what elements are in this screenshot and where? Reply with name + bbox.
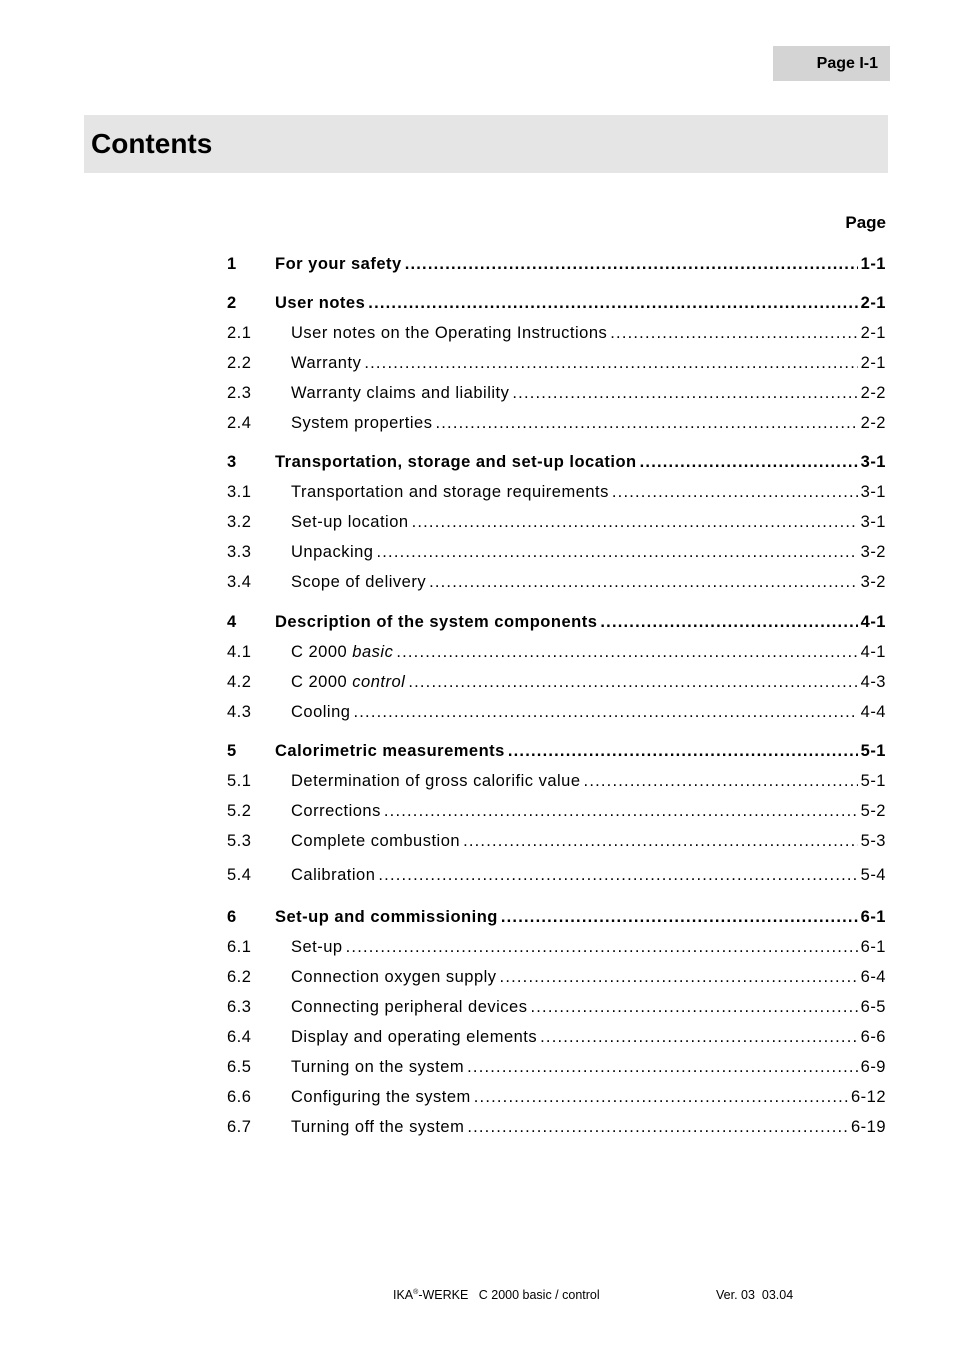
toc-number: 2 bbox=[227, 294, 237, 312]
toc-dot-leader bbox=[530, 996, 857, 1018]
toc-title-italic: basic bbox=[352, 643, 394, 661]
toc-dot-leader bbox=[467, 1116, 848, 1138]
toc-title-text: Connection oxygen supply bbox=[291, 968, 497, 986]
toc-chapter-row bbox=[227, 451, 886, 473]
toc-title-italic: control bbox=[352, 673, 406, 691]
toc-number: 1 bbox=[227, 255, 237, 273]
toc-number: 6.4 bbox=[227, 1028, 252, 1046]
toc-title bbox=[291, 800, 381, 822]
toc-number: 5 bbox=[227, 742, 237, 760]
toc-dot-leader bbox=[467, 1056, 858, 1078]
toc-number: 2.3 bbox=[227, 384, 252, 402]
toc-chapter-row bbox=[227, 611, 886, 633]
toc-dot-leader bbox=[501, 906, 858, 928]
toc-section-row bbox=[227, 936, 886, 958]
toc-section-row bbox=[227, 541, 886, 563]
toc-page-number: 4-1 bbox=[860, 613, 886, 631]
toc-title-text: Transportation, storage and set-up location bbox=[275, 453, 637, 471]
toc-number: 4.3 bbox=[227, 703, 252, 721]
toc-page-number: 6-19 bbox=[850, 1118, 886, 1136]
toc-title bbox=[291, 936, 343, 958]
toc-page-number: 3-1 bbox=[860, 453, 886, 471]
toc-number: 5.2 bbox=[227, 802, 252, 820]
toc-title bbox=[291, 571, 426, 593]
toc-section-row bbox=[227, 701, 886, 723]
toc-number: 5.3 bbox=[227, 832, 252, 850]
toc-page-number: 2-2 bbox=[860, 384, 886, 402]
toc-section-row bbox=[227, 412, 886, 434]
toc-dot-leader bbox=[368, 292, 857, 314]
toc-title-text: Corrections bbox=[291, 802, 381, 820]
toc-section-row bbox=[227, 770, 886, 792]
toc-dot-leader bbox=[474, 1086, 848, 1108]
toc-dot-leader bbox=[384, 800, 858, 822]
toc-title-text: C 2000 bbox=[291, 643, 353, 661]
toc-section-row bbox=[227, 1056, 886, 1078]
toc-page-number: 6-1 bbox=[860, 938, 886, 956]
toc-title-text: Turning on the system bbox=[291, 1058, 465, 1076]
toc-page-number: 6-12 bbox=[850, 1088, 886, 1106]
toc-title-text: Configuring the system bbox=[291, 1088, 471, 1106]
toc-number: 3.3 bbox=[227, 543, 252, 561]
toc-page-number: 6-9 bbox=[860, 1058, 886, 1076]
toc-title-text: Set-up and commissioning bbox=[275, 908, 498, 926]
toc-page-number: 3-1 bbox=[860, 483, 886, 501]
toc-dot-leader bbox=[584, 770, 858, 792]
toc-title bbox=[275, 292, 365, 314]
toc-section-row bbox=[227, 996, 886, 1018]
toc-dot-leader bbox=[512, 382, 857, 404]
toc-title bbox=[291, 412, 432, 434]
toc-dot-leader bbox=[396, 641, 857, 663]
toc-title bbox=[291, 1056, 464, 1078]
page-column-header: Page bbox=[845, 213, 886, 232]
toc-number: 2.2 bbox=[227, 354, 252, 372]
toc-chapter-row bbox=[227, 906, 886, 928]
toc-page-number: 6-6 bbox=[860, 1028, 886, 1046]
toc-dot-leader bbox=[612, 481, 858, 503]
toc-title bbox=[291, 1086, 471, 1108]
toc-dot-leader bbox=[376, 541, 857, 563]
toc-number: 4.2 bbox=[227, 673, 252, 691]
registered-mark: ® bbox=[413, 1288, 419, 1296]
toc-title-text: User notes on the Operating Instructions bbox=[291, 324, 608, 342]
toc-number: 5.4 bbox=[227, 866, 252, 884]
toc-number: 3.2 bbox=[227, 513, 252, 531]
toc-page-number: 5-1 bbox=[860, 742, 886, 760]
toc-number: 6.3 bbox=[227, 998, 252, 1016]
toc-dot-leader bbox=[600, 611, 857, 633]
toc-number: 2.4 bbox=[227, 414, 252, 432]
toc-title bbox=[291, 641, 393, 663]
toc-number: 6.6 bbox=[227, 1088, 252, 1106]
toc-chapter-row bbox=[227, 292, 886, 314]
toc-title bbox=[291, 701, 350, 723]
page-title: Contents bbox=[84, 115, 888, 173]
toc-section-row bbox=[227, 671, 886, 693]
toc-page-number: 5-2 bbox=[860, 802, 886, 820]
toc-page-number: 4-4 bbox=[860, 703, 886, 721]
toc-page-number: 6-1 bbox=[860, 908, 886, 926]
toc-title-text: Set-up bbox=[291, 938, 343, 956]
toc-section-row bbox=[227, 641, 886, 663]
toc-number: 6 bbox=[227, 908, 237, 926]
footer-version: Ver. 03 03.04 bbox=[716, 1288, 794, 1302]
toc-title bbox=[275, 253, 402, 275]
toc-chapter-row bbox=[227, 253, 886, 275]
toc-dot-leader bbox=[429, 571, 858, 593]
toc-page-number: 4-1 bbox=[860, 643, 886, 661]
toc-title-text: Transportation and storage requirements bbox=[291, 483, 609, 501]
toc-number: 3 bbox=[227, 453, 237, 471]
toc-title bbox=[291, 770, 581, 792]
toc-title-text: System properties bbox=[291, 414, 433, 432]
toc-dot-leader bbox=[408, 671, 857, 693]
toc-page-number: 4-3 bbox=[860, 673, 886, 691]
toc-number: 3.1 bbox=[227, 483, 252, 501]
toc-number: 2.1 bbox=[227, 324, 252, 342]
toc-title bbox=[291, 996, 527, 1018]
toc-dot-leader bbox=[346, 936, 858, 958]
toc-title-text: C 2000 bbox=[291, 673, 353, 691]
toc-title bbox=[291, 352, 361, 374]
toc-dot-leader bbox=[610, 322, 857, 344]
toc-title-text: Calibration bbox=[291, 866, 376, 884]
toc-page-number: 5-4 bbox=[860, 866, 886, 884]
toc-title bbox=[275, 740, 505, 762]
toc-number: 4 bbox=[227, 613, 237, 631]
toc-page-number: 2-2 bbox=[860, 414, 886, 432]
toc-title-text: Set-up location bbox=[291, 513, 409, 531]
toc-dot-leader bbox=[508, 740, 858, 762]
toc-section-row bbox=[227, 1026, 886, 1048]
toc-dot-leader bbox=[353, 701, 857, 723]
footer-brand: IKA bbox=[393, 1288, 414, 1302]
footer-document-id bbox=[393, 1288, 600, 1302]
toc-section-row bbox=[227, 1116, 886, 1138]
toc-title-text: For your safety bbox=[275, 255, 402, 273]
toc-title bbox=[291, 1116, 464, 1138]
toc-title bbox=[291, 541, 373, 563]
toc-number: 5.1 bbox=[227, 772, 252, 790]
toc-number: 6.7 bbox=[227, 1118, 252, 1136]
toc-title bbox=[291, 481, 609, 503]
toc-section-row bbox=[227, 511, 886, 533]
toc-title bbox=[291, 830, 460, 852]
toc-title bbox=[275, 451, 637, 473]
toc-section-row bbox=[227, 864, 886, 886]
toc-title bbox=[275, 906, 498, 928]
toc-title bbox=[275, 611, 597, 633]
toc-number: 6.1 bbox=[227, 938, 252, 956]
toc-title bbox=[291, 511, 409, 533]
toc-number: 6.5 bbox=[227, 1058, 252, 1076]
toc-dot-leader bbox=[412, 511, 858, 533]
toc-chapter-row bbox=[227, 740, 886, 762]
toc-title-text: Warranty bbox=[291, 354, 362, 372]
toc-title bbox=[291, 1026, 537, 1048]
toc-title-text: Connecting peripheral devices bbox=[291, 998, 528, 1016]
toc-dot-leader bbox=[640, 451, 858, 473]
toc-title-text: Description of the system components bbox=[275, 613, 598, 631]
toc-title bbox=[291, 966, 497, 988]
toc-page-number: 5-1 bbox=[860, 772, 886, 790]
toc-title bbox=[291, 382, 509, 404]
toc-page-number: 2-1 bbox=[860, 324, 886, 342]
toc-dot-leader bbox=[463, 830, 858, 852]
toc-section-row bbox=[227, 800, 886, 822]
toc-dot-leader bbox=[405, 253, 858, 275]
toc-page-number: 5-3 bbox=[860, 832, 886, 850]
toc-section-row bbox=[227, 352, 886, 374]
toc-page-number: 3-2 bbox=[860, 543, 886, 561]
toc-dot-leader bbox=[435, 412, 857, 434]
toc-page-number: 3-1 bbox=[860, 513, 886, 531]
footer-product: -WERKE C 2000 basic / control bbox=[418, 1288, 600, 1302]
toc-title-text: Determination of gross calorific value bbox=[291, 772, 581, 790]
toc-dot-leader bbox=[378, 864, 857, 886]
page-number-tab: Page I-1 bbox=[773, 46, 890, 81]
toc-page-number: 2-1 bbox=[860, 294, 886, 312]
toc-section-row bbox=[227, 966, 886, 988]
toc-page-number: 6-5 bbox=[860, 998, 886, 1016]
toc-section-row bbox=[227, 322, 886, 344]
toc-title-text: Warranty claims and liability bbox=[291, 384, 510, 402]
toc-number: 6.2 bbox=[227, 968, 252, 986]
toc-title-text: Turning off the system bbox=[291, 1118, 465, 1136]
toc-dot-leader bbox=[540, 1026, 858, 1048]
toc-section-row bbox=[227, 481, 886, 503]
toc-number: 4.1 bbox=[227, 643, 252, 661]
toc-title-text: Unpacking bbox=[291, 543, 374, 561]
toc-section-row bbox=[227, 830, 886, 852]
toc-title bbox=[291, 864, 375, 886]
toc-page-number: 3-2 bbox=[860, 573, 886, 591]
toc-page-number: 6-4 bbox=[860, 968, 886, 986]
toc-title bbox=[291, 322, 607, 344]
toc-dot-leader bbox=[500, 966, 858, 988]
toc-section-row bbox=[227, 382, 886, 404]
toc-page-number: 1-1 bbox=[860, 255, 886, 273]
toc-title-text: Cooling bbox=[291, 703, 351, 721]
toc-title-text: User notes bbox=[275, 294, 366, 312]
toc-section-row bbox=[227, 1086, 886, 1108]
toc-title-text: Display and operating elements bbox=[291, 1028, 538, 1046]
toc-title-text: Calorimetric measurements bbox=[275, 742, 505, 760]
toc-dot-leader bbox=[364, 352, 857, 374]
toc-title bbox=[291, 671, 405, 693]
toc-title-text: Scope of delivery bbox=[291, 573, 427, 591]
toc-page-number: 2-1 bbox=[860, 354, 886, 372]
toc-section-row bbox=[227, 571, 886, 593]
toc-title-text: Complete combustion bbox=[291, 832, 461, 850]
toc-number: 3.4 bbox=[227, 573, 252, 591]
